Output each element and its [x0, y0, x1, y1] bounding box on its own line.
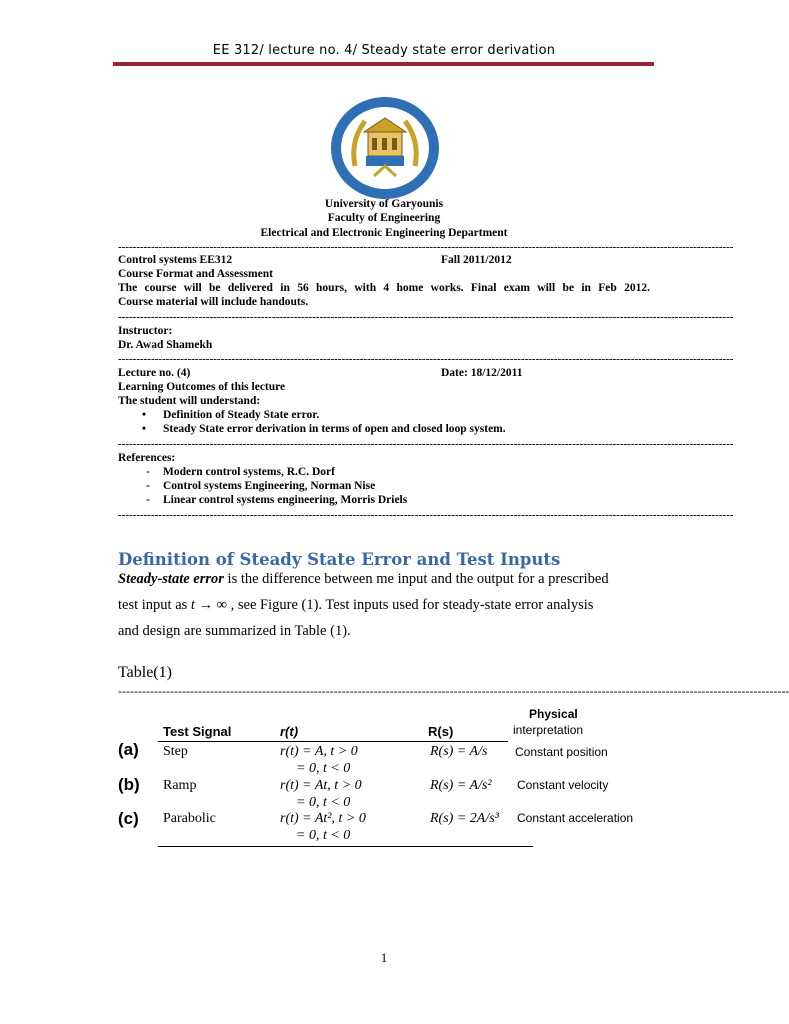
university-name: University of Garyounis — [324, 198, 444, 210]
lecture-date: Date: 18/12/2011 — [441, 367, 523, 379]
row-label: (b) — [118, 775, 140, 794]
course-delivery-line1: The course will be delivered in 56 hours, with 4 home works. Final exam will be in Feb 2012. — [118, 282, 650, 294]
test-signal: Ramp — [163, 778, 197, 793]
dashed-separator: ------------------------------------------------------------------------------------------------------------------------------------------------------------------------ — [118, 241, 734, 253]
test-signal: Parabolic — [163, 811, 216, 826]
instructor-label: Instructor: — [118, 325, 173, 337]
page-header-title: EE 312/ lecture no. 4/ Steady state error derivation — [212, 43, 556, 58]
rs-expression: R(s) = 2A/s³ — [430, 811, 499, 826]
row-label: (c) — [118, 809, 139, 828]
dashed-separator: ------------------------------------------------------------------------------------------------------------------------------------------------------------------------ — [118, 353, 734, 365]
lecture-number: Lecture no. (4) — [118, 367, 191, 379]
header-interpretation: interpretation — [513, 723, 584, 737]
rt-expression: r(t) = A, t > 0 — [280, 744, 358, 759]
physical-interpretation: Constant position — [515, 745, 608, 759]
student-understand: The student will understand: — [118, 395, 261, 407]
list-dash: - — [146, 494, 150, 506]
references-label: References: — [118, 452, 176, 464]
header-rt: r(t) — [280, 724, 299, 739]
paragraph-text: test input as — [118, 597, 191, 613]
reference-item: Modern control systems, R.C. Dorf — [163, 466, 335, 478]
course-delivery-line2: Course material will include handouts. — [118, 296, 309, 308]
bullet-dot: • — [142, 423, 147, 435]
header-rs: R(s) — [428, 724, 454, 739]
header-physical: Physical — [529, 707, 578, 721]
row-label: (a) — [118, 740, 139, 759]
term-steady-state-error: Steady-state error — [118, 571, 224, 587]
table-bottom-rule — [158, 846, 533, 847]
paragraph-line-2 — [118, 597, 593, 614]
section-title: Definition of Steady State Error and Test Inputs — [118, 550, 561, 569]
paragraph-text: , see Figure (1). Test inputs used for steady-state error analysis — [227, 597, 594, 613]
header-rule — [113, 62, 654, 66]
rt-expression: = 0, t < 0 — [296, 761, 351, 776]
course-term: Fall 2011/2012 — [441, 254, 512, 266]
reference-item: Linear control systems engineering, Morris Driels — [163, 494, 408, 506]
physical-interpretation: Constant velocity — [517, 778, 609, 792]
rs-expression: R(s) = A/s² — [430, 778, 492, 793]
table-header-rule — [158, 741, 508, 742]
rt-expression: r(t) = At², t > 0 — [280, 811, 366, 826]
instructor-name: Dr. Awad Shamekh — [118, 339, 213, 351]
faculty-name: Faculty of Engineering — [327, 212, 441, 224]
paragraph-line-3: and design are summarized in Table (1). — [118, 623, 351, 639]
rt-expression: = 0, t < 0 — [296, 795, 351, 810]
dashed-separator: ------------------------------------------------------------------------------------------------------------------------------------------------------------------------ — [118, 311, 734, 323]
list-dash: - — [146, 480, 150, 492]
paragraph-text: is the difference between me input and the output for a prescribed — [223, 571, 609, 587]
outcome-item: Steady State error derivation in terms of open and closed loop system. — [163, 423, 506, 435]
test-signal: Step — [163, 744, 188, 759]
university-logo — [330, 96, 440, 200]
rs-expression: R(s) = A/s — [430, 744, 488, 759]
page-number: 1 — [380, 950, 388, 965]
outcome-item: Definition of Steady State error. — [163, 409, 320, 421]
header-test-signal: Test Signal — [163, 724, 232, 739]
list-dash: - — [146, 466, 150, 478]
paragraph-line-1 — [118, 571, 609, 588]
dashed-separator: ------------------------------------------------------------------------------------------------------------------------------------------------------------------------ — [118, 438, 734, 450]
bullet-dot: • — [142, 409, 147, 421]
table-label: Table(1) — [118, 664, 172, 681]
rt-expression: = 0, t < 0 — [296, 828, 351, 843]
physical-interpretation: Constant acceleration — [517, 811, 634, 825]
math-limit: t → ∞ — [190, 597, 228, 613]
learning-outcomes-heading: Learning Outcomes of this lecture — [118, 381, 286, 393]
course-format-heading: Course Format and Assessment — [118, 268, 273, 280]
course-code: Control systems EE312 — [118, 254, 233, 266]
reference-item: Control systems Engineering, Norman Nise — [163, 480, 376, 492]
dashed-separator: ------------------------------------------------------------------------------------------------------------------------------------------------------------------------ — [118, 684, 789, 698]
rt-expression: r(t) = At, t > 0 — [280, 778, 362, 793]
dashed-separator: ------------------------------------------------------------------------------------------------------------------------------------------------------------------------ — [118, 509, 734, 521]
department-name: Electrical and Electronic Engineering Department — [260, 227, 508, 239]
